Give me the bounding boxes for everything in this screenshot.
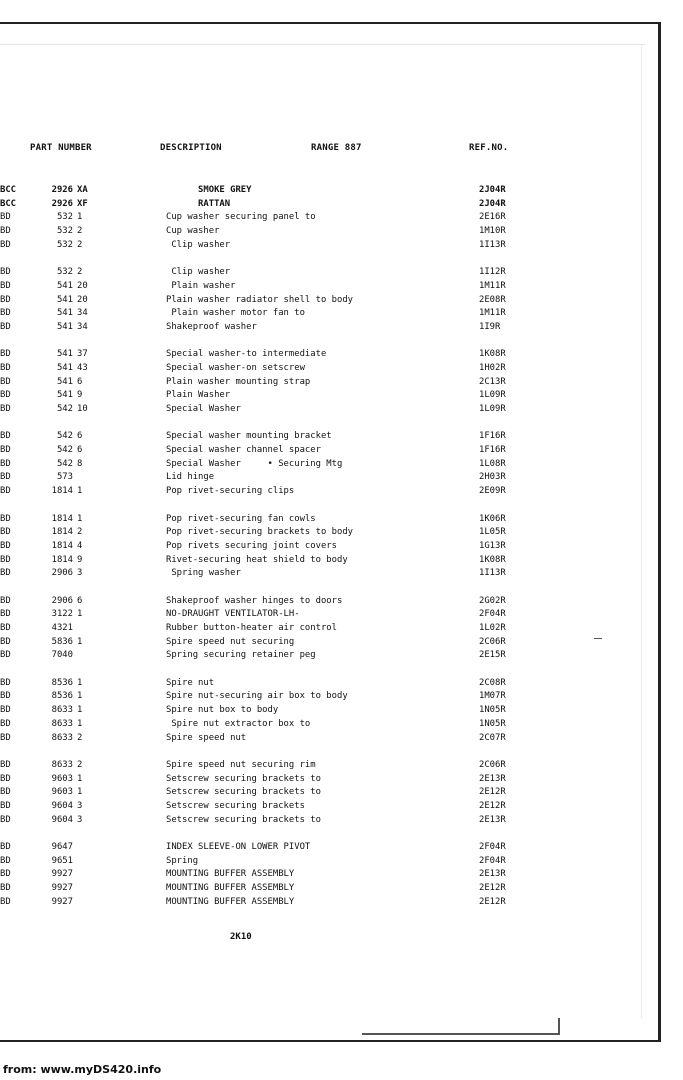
ref-number: 1K08R	[479, 349, 506, 360]
part-suffix: 10	[77, 404, 88, 414]
part-suffix: 1	[77, 677, 83, 688]
part-description: Special Washer	[166, 404, 241, 414]
part-prefix: BD	[0, 308, 11, 319]
part-description: Spire nut extractor box to	[166, 718, 311, 729]
part-number: 532	[56, 212, 73, 223]
part-prefix: BD	[0, 486, 11, 497]
part-description: Spring securing retainer peg	[166, 650, 316, 661]
table-row	[0, 458, 600, 472]
part-description: Spring	[166, 855, 199, 866]
part-prefix: BD	[0, 472, 11, 483]
part-number: 541	[56, 349, 73, 360]
part-suffix: 34	[77, 321, 88, 332]
table-row	[0, 608, 600, 622]
part-number: 1814	[51, 554, 73, 565]
ref-number: 2F04R	[479, 855, 506, 866]
ref-number: 1F16R	[479, 445, 506, 456]
part-suffix: 2	[77, 759, 83, 770]
ref-number: 2J04R	[479, 185, 506, 195]
ref-number: 2C13R	[479, 376, 506, 387]
ref-number: 1L02R	[479, 623, 506, 633]
part-suffix: 2	[77, 527, 83, 538]
part-suffix: 9	[77, 554, 83, 565]
table-row	[0, 211, 600, 225]
ref-number: 2C07R	[479, 732, 506, 743]
part-prefix: BD	[0, 568, 11, 579]
part-description: MOUNTING BUFFER ASSEMBLY	[166, 883, 295, 894]
part-suffix: 34	[77, 308, 88, 319]
part-prefix: BD	[0, 650, 11, 661]
part-description: Lid hinge	[166, 472, 215, 483]
part-number: 8633	[51, 705, 73, 716]
page-frame-top	[0, 22, 660, 24]
part-prefix: BCC	[0, 185, 17, 195]
ref-number: 1K06R	[479, 513, 506, 524]
ref-number: 1L09R	[479, 390, 506, 401]
part-number: 2906	[51, 568, 73, 579]
part-number: 4321	[51, 623, 73, 633]
part-number: 541	[56, 280, 73, 291]
ref-number: 1N05R	[479, 718, 506, 729]
part-number: 8536	[51, 677, 73, 688]
part-description: MOUNTING BUFFER ASSEMBLY	[166, 869, 295, 880]
part-number: 8633	[51, 718, 73, 729]
part-prefix: BD	[0, 718, 11, 729]
part-suffix: 1	[77, 636, 83, 647]
ref-number: 1L05R	[479, 527, 506, 538]
header-description: DESCRIPTION	[160, 143, 222, 153]
part-description: Spire speed nut securing	[166, 636, 295, 647]
part-number: 5836	[51, 636, 73, 647]
part-number: 3122	[51, 609, 73, 620]
part-description: Pop rivet-securing clips	[166, 486, 295, 497]
part-prefix: BD	[0, 595, 11, 606]
part-number: 542	[56, 431, 73, 442]
ref-number: 2E12R	[479, 787, 506, 798]
ref-number: 1I9R	[479, 321, 501, 332]
part-number: 2926	[51, 185, 73, 195]
scan-edge-top	[0, 44, 645, 45]
part-suffix: 1	[77, 773, 83, 784]
part-prefix: BD	[0, 362, 11, 373]
part-description: Pop rivets securing joint covers	[166, 540, 337, 551]
part-description: SMOKE GREY	[166, 185, 252, 195]
part-description: Clip washer	[166, 267, 231, 278]
part-suffix: 6	[77, 445, 83, 456]
part-number: 9604	[51, 800, 73, 811]
part-number: 542	[56, 404, 73, 414]
handwritten-line	[362, 1033, 559, 1035]
part-number: 2926	[51, 198, 73, 209]
ref-number: 2G02R	[479, 595, 506, 606]
ref-number: 1G13R	[479, 540, 506, 551]
part-description: Spire speed nut securing rim	[166, 759, 316, 770]
part-prefix: BD	[0, 390, 11, 401]
part-description: Pop rivet-securing fan cowls	[166, 513, 316, 524]
part-prefix: BD	[0, 349, 11, 360]
part-suffix: 2	[77, 732, 83, 743]
ref-number: 2C06R	[479, 636, 506, 647]
ref-number: 2C06R	[479, 759, 506, 770]
part-number: 1814	[51, 486, 73, 497]
part-number: 9927	[51, 869, 73, 880]
ref-number: 1I13R	[479, 239, 506, 250]
table-row	[0, 841, 600, 855]
ref-number: 1I12R	[479, 267, 506, 278]
table-row	[0, 239, 600, 253]
part-suffix: 1	[77, 691, 83, 702]
part-description: Spire nut-securing air box to body	[166, 691, 348, 702]
part-description: Setscrew securing brackets to	[166, 787, 321, 798]
part-description: Rivet-securing heat shield to body	[166, 554, 348, 565]
part-description: Plain washer motor fan to	[166, 308, 305, 319]
part-number: 9604	[51, 814, 73, 825]
part-number: 541	[56, 308, 73, 319]
part-number: 8633	[51, 732, 73, 743]
part-suffix: 8	[77, 458, 83, 469]
table-row	[0, 773, 600, 787]
ref-number: 2F04R	[479, 842, 506, 852]
part-suffix: 20	[77, 280, 88, 291]
part-description: Cup washer securing panel to	[166, 212, 316, 223]
table-row	[0, 430, 600, 444]
table-row	[0, 896, 600, 910]
part-description: Shakeproof washer	[166, 321, 257, 332]
part-prefix: BD	[0, 636, 11, 647]
table-row	[0, 868, 600, 882]
part-prefix: BD	[0, 814, 11, 825]
ref-number: 1K08R	[479, 554, 506, 565]
table-row	[0, 485, 600, 499]
table-row	[0, 882, 600, 896]
part-prefix: BD	[0, 554, 11, 565]
part-suffix: 3	[77, 800, 83, 811]
page-frame-bottom	[0, 1040, 661, 1042]
table-row	[0, 649, 600, 663]
part-prefix: BD	[0, 431, 11, 442]
part-prefix: BD	[0, 896, 11, 907]
ref-number: 2E12R	[479, 800, 506, 811]
part-number: 9927	[51, 883, 73, 894]
part-suffix: 4	[77, 540, 83, 551]
ref-number: 2E13R	[479, 773, 506, 784]
part-number: 1814	[51, 527, 73, 538]
ref-number: 2C08R	[479, 677, 506, 688]
part-description: Clip washer	[166, 239, 231, 250]
part-prefix: BD	[0, 677, 11, 688]
part-suffix: 9	[77, 390, 83, 401]
part-prefix: BCC	[0, 198, 17, 209]
ref-number: 2J04R	[479, 198, 506, 209]
ref-number: 1L08R	[479, 458, 506, 469]
part-suffix: 3	[77, 568, 83, 579]
part-prefix: BD	[0, 404, 11, 414]
part-prefix: BD	[0, 705, 11, 716]
table-row	[0, 595, 600, 609]
page-code: 2K10	[230, 932, 252, 942]
part-number: 1814	[51, 540, 73, 551]
part-prefix: BD	[0, 458, 11, 469]
part-suffix: 1	[77, 513, 83, 524]
part-prefix: BD	[0, 855, 11, 866]
part-suffix: 20	[77, 294, 88, 305]
table-row	[0, 636, 600, 650]
part-suffix: 1	[77, 486, 83, 497]
part-prefix: BD	[0, 842, 11, 852]
table-row	[0, 732, 600, 746]
header-range: RANGE 887	[311, 143, 362, 153]
ref-number: 1M07R	[479, 691, 506, 702]
part-number: 541	[56, 362, 73, 373]
parts-list	[0, 184, 600, 909]
table-row	[0, 294, 600, 308]
part-prefix: BD	[0, 787, 11, 798]
table-row	[0, 348, 600, 362]
ref-number: 1M10R	[479, 226, 506, 237]
part-description: Setscrew securing brackets	[166, 800, 305, 811]
part-prefix: BD	[0, 759, 11, 770]
part-description: Pop rivet-securing brackets to body	[166, 527, 354, 538]
part-number: 542	[56, 445, 73, 456]
part-description: Plain washer	[166, 280, 236, 291]
table-row	[0, 389, 600, 403]
ref-number: 2H03R	[479, 472, 506, 483]
table-row	[0, 184, 600, 198]
part-number: 541	[56, 294, 73, 305]
table-row	[0, 814, 600, 828]
part-suffix: 2	[77, 239, 83, 250]
ref-number: 2E09R	[479, 486, 506, 497]
part-suffix: 2	[77, 267, 83, 278]
part-suffix: 6	[77, 431, 83, 442]
table-row	[0, 759, 600, 773]
part-number: 8633	[51, 759, 73, 770]
part-description: Spire speed nut	[166, 732, 247, 743]
table-row	[0, 554, 600, 568]
table-row	[0, 677, 600, 691]
part-prefix: BD	[0, 513, 11, 524]
part-prefix: BD	[0, 294, 11, 305]
part-description: Special washer channel spacer	[166, 445, 321, 456]
table-row	[0, 198, 600, 212]
table-row	[0, 704, 600, 718]
part-description: Setscrew securing brackets to	[166, 773, 321, 784]
part-description: Special washer-to intermediate	[166, 349, 327, 360]
table-row	[0, 690, 600, 704]
part-description: Shakeproof washer hinges to doors	[166, 595, 343, 606]
part-number: 2906	[51, 595, 73, 606]
scan-edge-right	[641, 44, 642, 1019]
part-number: 573	[56, 472, 73, 483]
part-description: Spire nut box to body	[166, 705, 279, 716]
ref-number: 2F04R	[479, 609, 506, 620]
ref-number: 2E16R	[479, 212, 506, 223]
ref-number: 2E15R	[479, 650, 506, 661]
part-number: 7040	[51, 650, 73, 661]
part-suffix: XA	[77, 185, 88, 195]
table-row	[0, 800, 600, 814]
part-number: 541	[56, 376, 73, 387]
part-prefix: BD	[0, 623, 11, 633]
ref-number: 1F16R	[479, 431, 506, 442]
table-row	[0, 280, 600, 294]
part-suffix: 1	[77, 212, 83, 223]
part-suffix: 6	[77, 376, 83, 387]
ref-number: 2E12R	[479, 883, 506, 894]
ref-number: 1M11R	[479, 308, 506, 319]
ref-number: 1N05R	[479, 705, 506, 716]
page-frame-right	[658, 22, 661, 1042]
ref-number: 2E13R	[479, 869, 506, 880]
part-prefix: BD	[0, 445, 11, 456]
part-description: NO-DRAUGHT VENTILATOR-LH-	[166, 609, 300, 620]
table-row	[0, 444, 600, 458]
part-description: RATTAN	[166, 198, 231, 209]
part-suffix: 1	[77, 705, 83, 716]
table-row	[0, 786, 600, 800]
table-row	[0, 321, 600, 335]
part-suffix: XF	[77, 198, 88, 209]
table-row	[0, 567, 600, 581]
part-description: Special Washer • Securing Mtg	[166, 458, 343, 469]
table-row	[0, 718, 600, 732]
part-prefix: BD	[0, 732, 11, 743]
part-number: 541	[56, 390, 73, 401]
table-row	[0, 225, 600, 239]
part-prefix: BD	[0, 267, 11, 278]
table-row	[0, 513, 600, 527]
handwritten-hook	[558, 1018, 560, 1035]
ref-number: 1H02R	[479, 362, 506, 373]
part-suffix: 3	[77, 814, 83, 825]
part-description: Spire nut	[166, 677, 215, 688]
table-row	[0, 855, 600, 869]
part-suffix: 2	[77, 226, 83, 237]
header-part-number: PART NUMBER	[30, 143, 92, 153]
table-row	[0, 471, 600, 485]
part-prefix: BD	[0, 376, 11, 387]
part-description: INDEX SLEEVE-ON LOWER PIVOT	[166, 842, 311, 852]
part-description: Setscrew securing brackets to	[166, 814, 321, 825]
table-row	[0, 526, 600, 540]
part-number: 532	[56, 267, 73, 278]
ref-number: 2E08R	[479, 294, 506, 305]
part-suffix: 37	[77, 349, 88, 360]
table-row	[0, 266, 600, 280]
part-prefix: BD	[0, 321, 11, 332]
part-number: 9651	[51, 855, 73, 866]
part-number: 542	[56, 458, 73, 469]
part-number: 9647	[51, 842, 73, 852]
part-description: Plain Washer	[166, 390, 231, 401]
part-number: 1814	[51, 513, 73, 524]
part-prefix: BD	[0, 212, 11, 223]
part-description: Special washer-on setscrew	[166, 362, 305, 373]
part-prefix: BD	[0, 226, 11, 237]
part-number: 532	[56, 226, 73, 237]
part-description: MOUNTING BUFFER ASSEMBLY	[166, 896, 295, 907]
ref-number: 2E13R	[479, 814, 506, 825]
part-number: 8536	[51, 691, 73, 702]
ref-number: 2E12R	[479, 896, 506, 907]
table-row	[0, 540, 600, 554]
header-ref-no: REF.NO.	[469, 143, 509, 153]
part-suffix: 1	[77, 787, 83, 798]
table-row	[0, 362, 600, 376]
part-description: Plain washer radiator shell to body	[166, 294, 354, 305]
part-description: Cup washer	[166, 226, 220, 237]
part-prefix: BD	[0, 691, 11, 702]
table-row	[0, 307, 600, 321]
part-prefix: BD	[0, 540, 11, 551]
part-description: Special washer mounting bracket	[166, 431, 332, 442]
part-number: 532	[56, 239, 73, 250]
part-prefix: BD	[0, 527, 11, 538]
part-number: 9927	[51, 896, 73, 907]
part-prefix: BD	[0, 609, 11, 620]
part-prefix: BD	[0, 280, 11, 291]
part-number: 9603	[51, 773, 73, 784]
table-row	[0, 403, 600, 417]
part-suffix: 43	[77, 362, 88, 373]
part-suffix: 1	[77, 718, 83, 729]
part-prefix: BD	[0, 869, 11, 880]
part-number: 9603	[51, 787, 73, 798]
part-description: Spring washer	[166, 568, 241, 579]
part-prefix: BD	[0, 773, 11, 784]
source-footer: from: www.myDS420.info	[3, 1063, 162, 1076]
ref-number: 1M11R	[479, 280, 506, 291]
ref-number: 1L09R	[479, 404, 506, 414]
part-suffix: 6	[77, 595, 83, 606]
part-prefix: BD	[0, 883, 11, 894]
part-suffix: 1	[77, 609, 83, 620]
part-description: Rubber button-heater air control	[166, 623, 337, 633]
part-number: 541	[56, 321, 73, 332]
part-description: Plain washer mounting strap	[166, 376, 311, 387]
table-row	[0, 622, 600, 636]
ref-number: 1I13R	[479, 568, 506, 579]
part-prefix: BD	[0, 239, 11, 250]
part-prefix: BD	[0, 800, 11, 811]
table-row	[0, 376, 600, 390]
